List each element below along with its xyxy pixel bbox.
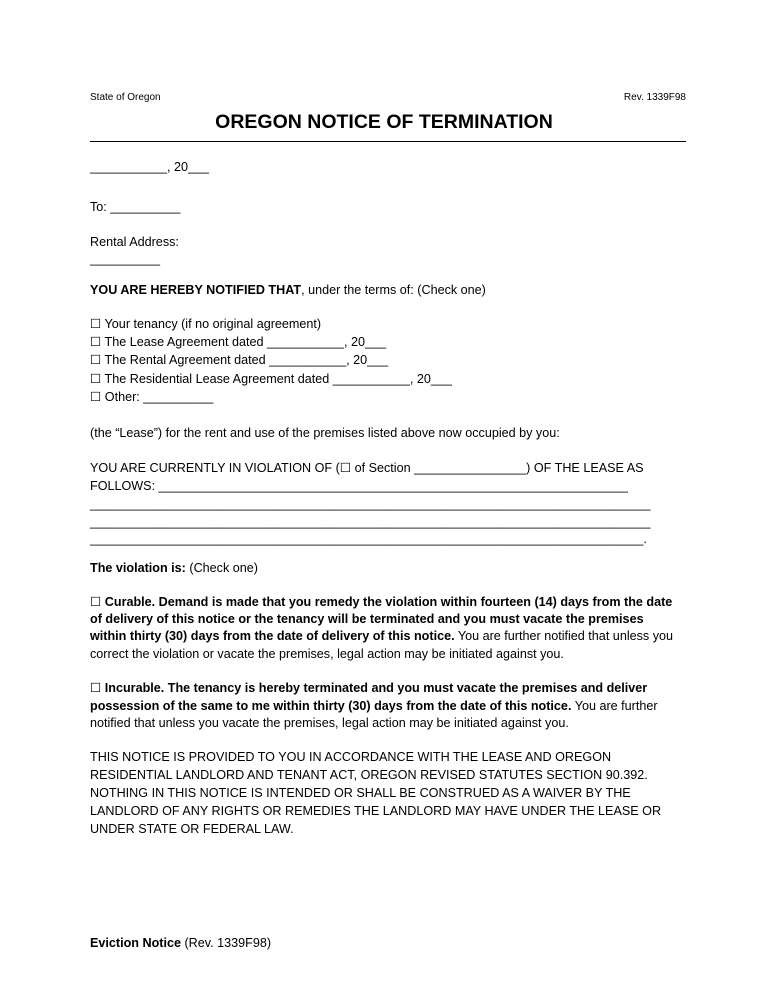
option-tenancy: ☐ Your tenancy (if no original agreement) <box>90 317 322 331</box>
document-title: OREGON NOTICE OF TERMINATION <box>215 111 553 133</box>
state-label: State of Oregon <box>90 92 161 103</box>
violation-line-5: _______________________________________________________________________________. <box>90 532 647 546</box>
footer <box>90 934 271 952</box>
violation-line-3: ________________________________________________________________________________ <box>90 497 651 511</box>
revision-label: Rev. 1339F98 <box>623 92 686 103</box>
incurable-line-2-rest: You are further <box>571 699 658 713</box>
option-rental-agreement: ☐ The Rental Agreement dated ___________, 20___ <box>90 353 389 367</box>
to-line: To: __________ <box>90 200 181 214</box>
legal-notice-line-2: RESIDENTIAL LANDLORD AND TENANT ACT, OREGON REVISED STATUTES SECTION 90.392. <box>90 768 648 782</box>
incurable-line-2-bold: possession of the same to me within thirty (30) days from the date of this notice. <box>90 699 572 713</box>
date-line: ___________, 20___ <box>90 160 210 174</box>
curable-line-4: correct the violation or vacate the premises, legal action may be initiated against you. <box>90 647 564 661</box>
notified-statement <box>90 281 486 299</box>
rental-address-label: Rental Address: <box>90 235 179 249</box>
footer-rest: (Rev. 1339F98) <box>180 936 272 950</box>
violation-is <box>90 559 258 577</box>
violation-is-rest: (Check one) <box>185 561 258 575</box>
violation-is-bold: The violation is: <box>90 561 186 575</box>
curable-line-1: ☐ Curable. Demand is made that you remedy the violation within fourteen (14) days from the date <box>90 595 673 609</box>
lease-line: (the “Lease”) for the rent and use of the premises listed above now occupied by you: <box>90 426 560 440</box>
rental-address-blank: __________ <box>90 252 161 266</box>
option-other: ☐ Other: __________ <box>90 390 214 404</box>
incurable-line-3: notified that unless you vacate the premises, legal action may be initiated against you. <box>90 716 569 730</box>
legal-notice-line-5: UNDER STATE OR FEDERAL LAW. <box>90 822 294 836</box>
violation-line-1: YOU ARE CURRENTLY IN VIOLATION OF (☐ of Section ________________) OF THE LEASE AS <box>90 461 644 475</box>
title-rule <box>90 141 686 142</box>
legal-notice-line-3: NOTHING IN THIS NOTICE IS INTENDED OR SHALL BE CONSTRUED AS A WAIVER BY THE <box>90 786 631 800</box>
curable-line-3-bold: within thirty (30) days from the date of delivery of this notice. <box>90 629 455 643</box>
option-residential-lease: ☐ The Residential Lease Agreement dated ___________, 20___ <box>90 372 452 386</box>
notified-rest: , under the terms of: (Check one) <box>301 283 486 297</box>
incurable-line-1: ☐ Incurable. The tenancy is hereby terminated and you must vacate the premises and deliver <box>90 681 648 695</box>
option-lease-agreement: ☐ The Lease Agreement dated ___________, 20___ <box>90 335 387 349</box>
curable-line-2: of delivery of this notice or the tenancy will be terminated and you must vacate the premises <box>90 612 644 626</box>
legal-notice-line-4: LANDLORD OF ANY RIGHTS OR REMEDIES THE LANDLORD MAY HAVE UNDER THE LEASE OR <box>90 804 662 818</box>
violation-line-2: FOLLOWS: ___________________________________________________________________ <box>90 479 628 493</box>
footer-bold: Eviction Notice <box>90 936 181 950</box>
incurable-line-2 <box>90 697 658 715</box>
violation-line-4: ________________________________________________________________________________ <box>90 515 651 529</box>
legal-notice-line-1: THIS NOTICE IS PROVIDED TO YOU IN ACCORDANCE WITH THE LEASE AND OREGON <box>90 750 612 764</box>
curable-line-3-rest: You are further notified that unless you <box>454 629 674 643</box>
curable-line-3 <box>90 627 673 645</box>
notified-bold: YOU ARE HEREBY NOTIFIED THAT <box>90 283 302 297</box>
